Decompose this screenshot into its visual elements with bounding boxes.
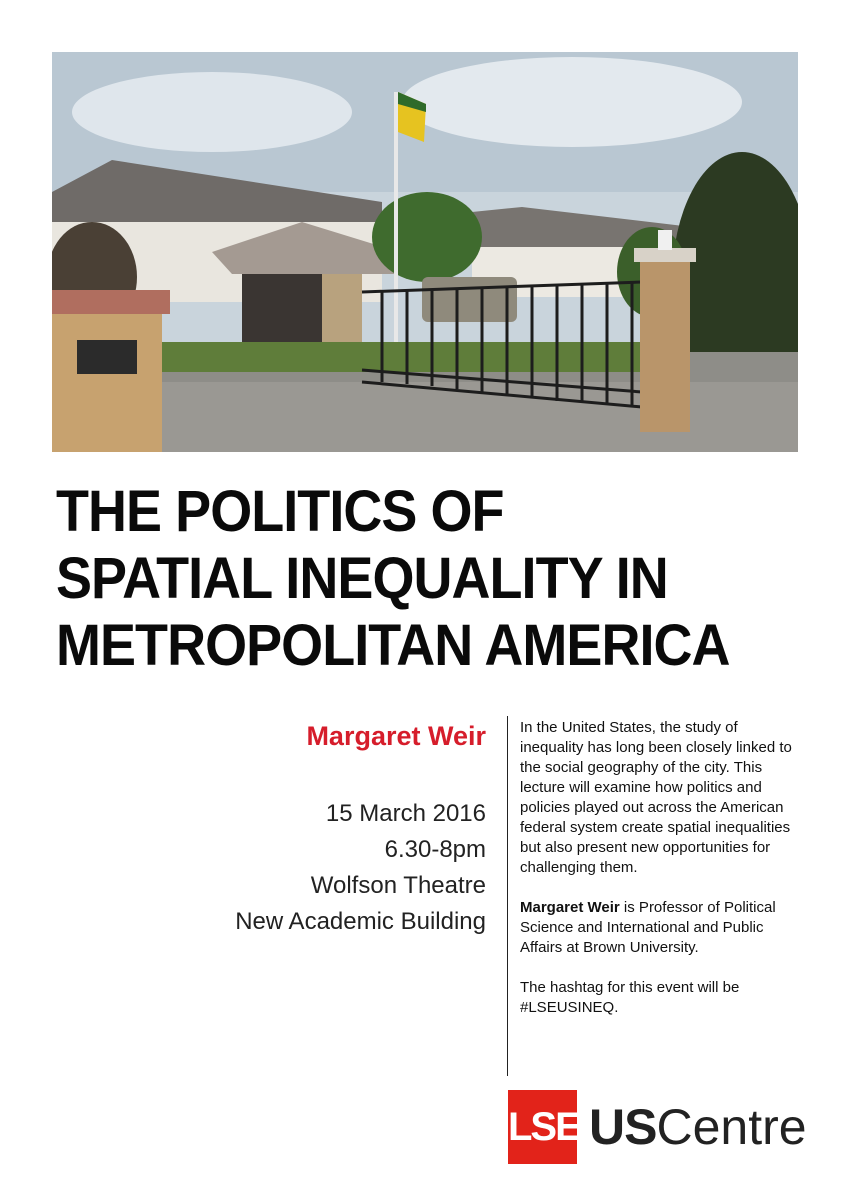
event-venue: Wolfson Theatre (310, 872, 486, 899)
event-title (56, 478, 763, 679)
speaker-bio (520, 898, 800, 958)
lse-us-centre-logo (508, 1090, 807, 1164)
gated-community-photo (52, 52, 798, 452)
event-description (520, 718, 800, 1038)
us-text: US (589, 1099, 657, 1155)
lse-logo-box: LSE (508, 1090, 577, 1164)
speaker-name: Margaret Weir (306, 721, 486, 751)
event-date: 15 March 2016 (325, 800, 486, 827)
bio-name: Margaret Weir (520, 899, 620, 916)
title-line-3: METROPOLITAN AMERICA (56, 613, 730, 678)
centre-text: Centre (656, 1099, 807, 1155)
title-line-2: SPATIAL INEQUALITY IN (56, 546, 668, 611)
us-centre-wordmark (589, 1090, 807, 1164)
column-divider (507, 716, 508, 1076)
event-time: 6.30-8pm (384, 836, 486, 863)
event-building: New Academic Building (235, 908, 486, 935)
event-details (160, 716, 486, 940)
abstract-text: In the United States, the study of inequality has long been closely linked to the social geography of the city. This lecture will examine how politics and policies played out across the American federal system create spatial inequalities but also present new opportunities for challenging them. (520, 719, 792, 876)
bio-text: is Professor of Political Science and International and Public Affairs at Brown University. (520, 899, 776, 956)
event-photo (52, 52, 798, 452)
hashtag-text: The hashtag for this event will be #LSEUSINEQ. (520, 979, 740, 1016)
title-line-1: THE POLITICS OF (56, 479, 504, 544)
